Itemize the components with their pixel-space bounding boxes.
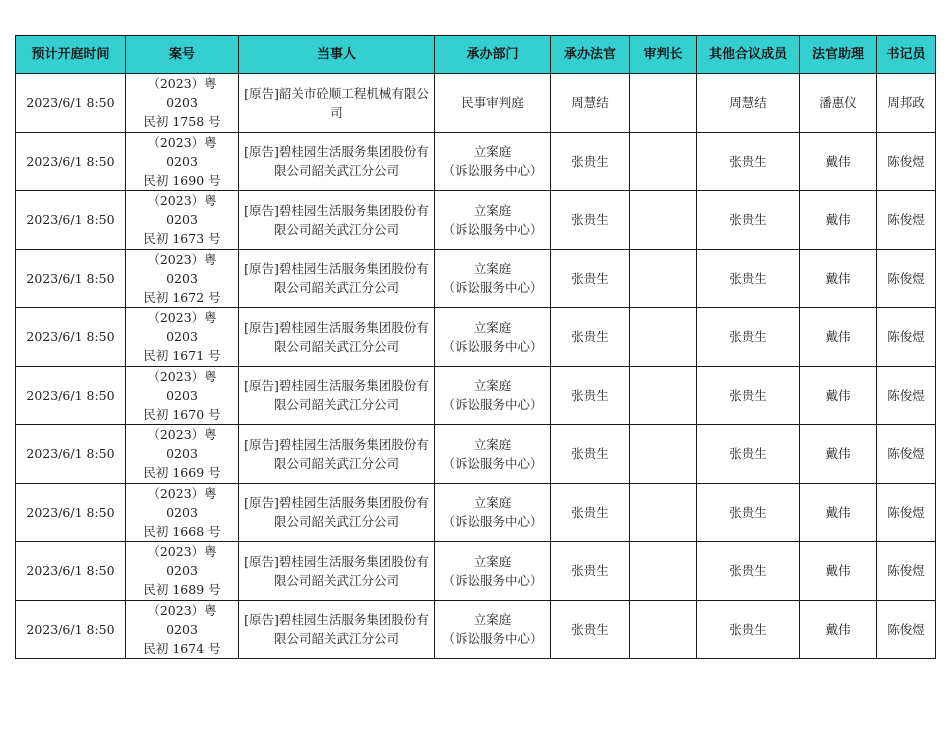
party-cell: [原告]碧桂园生活服务集团股份有限公司韶关武江分公司 (239, 425, 435, 484)
table-row (16, 542, 936, 601)
hearing-time-cell: 2023/6/1 8:50 (16, 249, 126, 308)
case-number-cell: （2023）粤 0203 民初 1669 号 (126, 425, 239, 484)
panel-members-cell: 张贵生 (697, 308, 800, 367)
case-number-cell: （2023）粤 0203 民初 1670 号 (126, 366, 239, 425)
department-cell: 立案庭 （诉讼服务中心） (435, 425, 551, 484)
clerk-cell: 陈俊煜 (877, 425, 936, 484)
header-judge: 承办法官 (551, 36, 630, 74)
clerk-cell: 陈俊煜 (877, 600, 936, 659)
table-row (16, 74, 936, 133)
clerk-cell: 陈俊煜 (877, 132, 936, 191)
hearing-time-cell: 2023/6/1 8:50 (16, 132, 126, 191)
party-cell: [原告]碧桂园生活服务集团股份有限公司韶关武江分公司 (239, 191, 435, 250)
case-number-cell: （2023）粤 0203 民初 1689 号 (126, 542, 239, 601)
clerk-cell: 陈俊煜 (877, 542, 936, 601)
party-cell: [原告]碧桂园生活服务集团股份有限公司韶关武江分公司 (239, 132, 435, 191)
department-cell: 立案庭 （诉讼服务中心） (435, 366, 551, 425)
party-cell: [原告]碧桂园生活服务集团股份有限公司韶关武江分公司 (239, 366, 435, 425)
presiding-judge-cell (630, 425, 697, 484)
table-row (16, 366, 936, 425)
presiding-judge-cell (630, 483, 697, 542)
judge-cell: 张贵生 (551, 191, 630, 250)
header-clerk: 书记员 (877, 36, 936, 74)
header-party: 当事人 (239, 36, 435, 74)
panel-members-cell: 张贵生 (697, 542, 800, 601)
hearing-schedule-table (15, 35, 936, 659)
header-presiding-judge: 审判长 (630, 36, 697, 74)
table-row (16, 249, 936, 308)
judge-assistant-cell: 戴伟 (800, 483, 877, 542)
presiding-judge-cell (630, 132, 697, 191)
party-cell: [原告]碧桂园生活服务集团股份有限公司韶关武江分公司 (239, 249, 435, 308)
judge-assistant-cell: 戴伟 (800, 425, 877, 484)
panel-members-cell: 张贵生 (697, 366, 800, 425)
panel-members-cell: 周慧结 (697, 74, 800, 133)
hearing-time-cell: 2023/6/1 8:50 (16, 483, 126, 542)
judge-assistant-cell: 戴伟 (800, 249, 877, 308)
panel-members-cell: 张贵生 (697, 425, 800, 484)
hearing-time-cell: 2023/6/1 8:50 (16, 600, 126, 659)
header-judge-assistant: 法官助理 (800, 36, 877, 74)
header-case-number: 案号 (126, 36, 239, 74)
presiding-judge-cell (630, 542, 697, 601)
clerk-cell: 陈俊煜 (877, 308, 936, 367)
clerk-cell: 陈俊煜 (877, 191, 936, 250)
department-cell: 立案庭 （诉讼服务中心） (435, 600, 551, 659)
table-row (16, 308, 936, 367)
clerk-cell: 陈俊煜 (877, 366, 936, 425)
table-body (16, 74, 936, 659)
department-cell: 立案庭 （诉讼服务中心） (435, 308, 551, 367)
case-number-cell: （2023）粤 0203 民初 1673 号 (126, 191, 239, 250)
presiding-judge-cell (630, 308, 697, 367)
panel-members-cell: 张贵生 (697, 249, 800, 308)
party-cell: [原告]碧桂园生活服务集团股份有限公司韶关武江分公司 (239, 483, 435, 542)
judge-cell: 张贵生 (551, 425, 630, 484)
case-number-cell: （2023）粤 0203 民初 1674 号 (126, 600, 239, 659)
clerk-cell: 陈俊煜 (877, 249, 936, 308)
presiding-judge-cell (630, 191, 697, 250)
clerk-cell: 周邦政 (877, 74, 936, 133)
panel-members-cell: 张贵生 (697, 483, 800, 542)
table-row (16, 600, 936, 659)
presiding-judge-cell (630, 249, 697, 308)
header-department: 承办部门 (435, 36, 551, 74)
presiding-judge-cell (630, 366, 697, 425)
judge-cell: 周慧结 (551, 74, 630, 133)
judge-assistant-cell: 潘惠仪 (800, 74, 877, 133)
hearing-time-cell: 2023/6/1 8:50 (16, 308, 126, 367)
header-time: 预计开庭时间 (16, 36, 126, 74)
judge-cell: 张贵生 (551, 249, 630, 308)
judge-cell: 张贵生 (551, 483, 630, 542)
party-cell: [原告]碧桂园生活服务集团股份有限公司韶关武江分公司 (239, 308, 435, 367)
panel-members-cell: 张贵生 (697, 132, 800, 191)
party-cell: [原告]碧桂园生活服务集团股份有限公司韶关武江分公司 (239, 542, 435, 601)
department-cell: 立案庭 （诉讼服务中心） (435, 191, 551, 250)
table-row (16, 132, 936, 191)
judge-cell: 张贵生 (551, 600, 630, 659)
case-number-cell: （2023）粤 0203 民初 1672 号 (126, 249, 239, 308)
judge-cell: 张贵生 (551, 542, 630, 601)
hearing-time-cell: 2023/6/1 8:50 (16, 366, 126, 425)
department-cell: 民事审判庭 (435, 74, 551, 133)
judge-assistant-cell: 戴伟 (800, 542, 877, 601)
hearing-time-cell: 2023/6/1 8:50 (16, 425, 126, 484)
hearing-time-cell: 2023/6/1 8:50 (16, 191, 126, 250)
presiding-judge-cell (630, 600, 697, 659)
judge-cell: 张贵生 (551, 308, 630, 367)
judge-assistant-cell: 戴伟 (800, 600, 877, 659)
department-cell: 立案庭 （诉讼服务中心） (435, 132, 551, 191)
department-cell: 立案庭 （诉讼服务中心） (435, 249, 551, 308)
panel-members-cell: 张贵生 (697, 600, 800, 659)
header-panel-members: 其他合议成员 (697, 36, 800, 74)
table-row (16, 191, 936, 250)
judge-assistant-cell: 戴伟 (800, 191, 877, 250)
header-row (16, 36, 936, 74)
case-number-cell: （2023）粤 0203 民初 1671 号 (126, 308, 239, 367)
department-cell: 立案庭 （诉讼服务中心） (435, 542, 551, 601)
hearing-time-cell: 2023/6/1 8:50 (16, 542, 126, 601)
table-row (16, 425, 936, 484)
judge-cell: 张贵生 (551, 132, 630, 191)
judge-assistant-cell: 戴伟 (800, 308, 877, 367)
case-number-cell: （2023）粤 0203 民初 1668 号 (126, 483, 239, 542)
case-number-cell: （2023）粤 0203 民初 1690 号 (126, 132, 239, 191)
presiding-judge-cell (630, 74, 697, 133)
hearing-time-cell: 2023/6/1 8:50 (16, 74, 126, 133)
department-cell: 立案庭 （诉讼服务中心） (435, 483, 551, 542)
clerk-cell: 陈俊煜 (877, 483, 936, 542)
judge-cell: 张贵生 (551, 366, 630, 425)
table-row (16, 483, 936, 542)
case-number-cell: （2023）粤 0203 民初 1758 号 (126, 74, 239, 133)
panel-members-cell: 张贵生 (697, 191, 800, 250)
judge-assistant-cell: 戴伟 (800, 366, 877, 425)
party-cell: [原告]韶关市砼顺工程机械有限公司 (239, 74, 435, 133)
judge-assistant-cell: 戴伟 (800, 132, 877, 191)
party-cell: [原告]碧桂园生活服务集团股份有限公司韶关武江分公司 (239, 600, 435, 659)
